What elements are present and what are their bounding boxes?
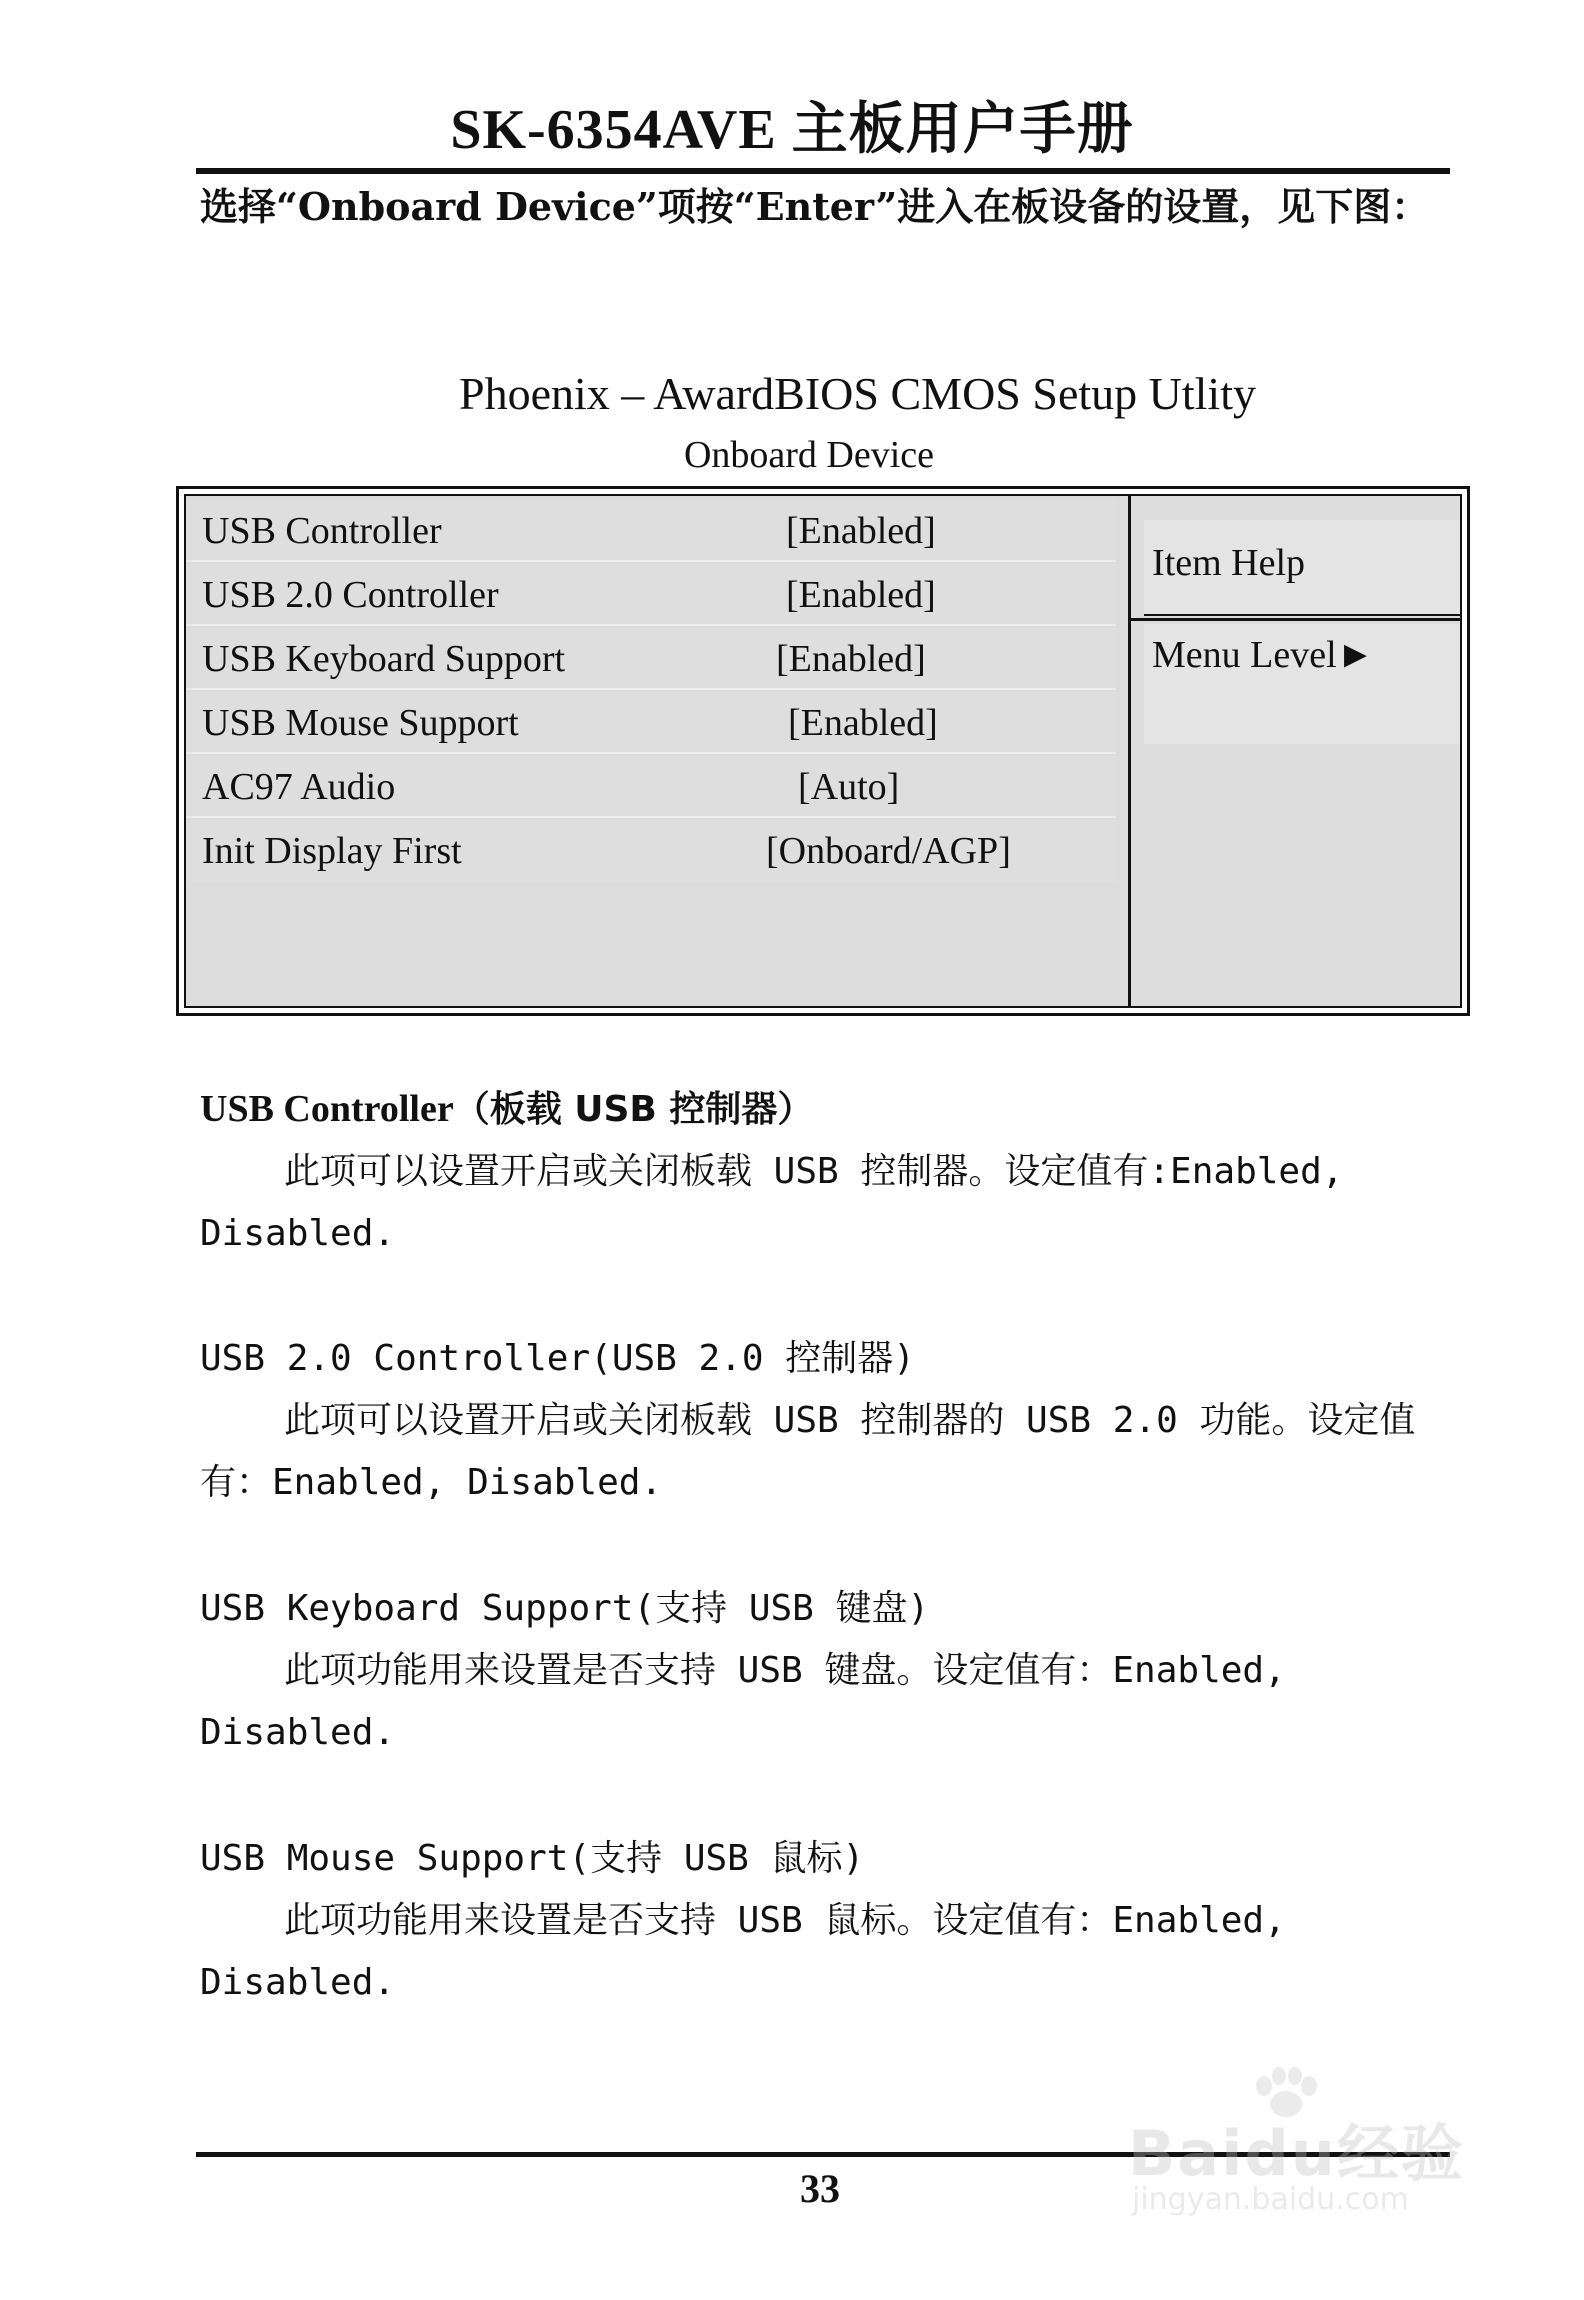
bios-item-value[interactable]: [Enabled] [788,702,938,744]
section-heading [200,1078,1460,1141]
section-body: 此项功能用来设置是否支持 USB 鼠标。设定值有：Enabled, Disabled. [200,1900,1286,2003]
section-heading-en: USB Mouse Support [200,1838,569,1879]
page-header-title: SK-6354AVE 主板用户手册 [450,99,1134,161]
bios-item-usb-keyboard-support[interactable] [186,628,1116,690]
bios-item-label: AC97 Audio [202,766,396,808]
watermark-brand: Baidu经验 [1128,2117,1465,2190]
section-heading-cn: (支持 USB 鼠标) [568,1838,865,1879]
section-heading [200,1328,1460,1390]
baidu-watermark [1128,2064,1488,2217]
bios-item-value[interactable]: [Onboard/AGP] [766,830,1011,872]
watermark-url: jingyan.baidu.com [1132,2182,1409,2217]
intro-paragraph: 选择“Onboard Device”项按“Enter”进入在板设备的设置，见下图： [200,184,1430,229]
bios-setup-screen [176,486,1470,1016]
section-heading-cn: (支持 USB 键盘) [633,1588,930,1629]
section-usb-controller [200,1078,1460,1265]
section-heading-en: USB 2.0 Controller [200,1338,591,1379]
section-usb-keyboard-support [200,1578,1460,1764]
bios-item-usb-controller[interactable] [186,500,1116,562]
bios-item-label: USB Mouse Support [202,702,519,744]
bios-item-label: USB Keyboard Support [202,638,566,680]
section-heading-cn: （板载 USB 控制器） [453,1089,814,1130]
section-usb2-controller [200,1328,1460,1514]
section-heading [200,1828,1460,1890]
bios-item-usb2-controller[interactable] [186,564,1116,626]
bios-item-init-display-first[interactable] [186,820,1116,882]
header-rule [196,168,1450,174]
bios-item-value[interactable]: [Enabled] [786,574,936,616]
section-body: 此项功能用来设置是否支持 USB 键盘。设定值有：Enabled, Disabled. [200,1650,1286,1753]
bios-item-label: Init Display First [202,830,462,872]
bios-panel [184,494,1462,1008]
section-heading-cn: (USB 2.0 控制器) [590,1338,915,1379]
bios-title: Phoenix – AwardBIOS CMOS Setup Utlity [458,368,1256,419]
bios-item-label: USB Controller [202,510,442,552]
bios-item-value[interactable]: [Enabled] [786,510,936,552]
section-heading-en: USB Keyboard Support [200,1588,634,1629]
bios-item-value[interactable]: [Enabled] [776,638,926,680]
page-number: 33 [800,2166,840,2211]
bios-item-label: USB 2.0 Controller [202,574,499,616]
bios-item-value[interactable]: [Auto] [798,766,900,808]
section-heading-en: USB Controller [200,1088,454,1130]
help-divider [1131,618,1460,621]
bios-subtitle: Onboard Device [683,434,935,476]
section-body: 此项可以设置开启或关闭板载 USB 控制器。设定值有:Enabled, Disabled. [200,1151,1344,1254]
item-help-title: Item Help [1152,542,1306,584]
bios-column-divider [1128,496,1131,1006]
bios-item-usb-mouse-support[interactable] [186,692,1116,754]
bios-item-ac97-audio[interactable] [186,756,1116,818]
section-usb-mouse-support [200,1828,1460,2014]
menu-level-text: Menu Level► [1152,634,1375,676]
section-heading [200,1578,1460,1640]
section-body: 此项可以设置开启或关闭板载 USB 控制器的 USB 2.0 功能。设定值有：Enabled, Disabled. [200,1400,1416,1503]
